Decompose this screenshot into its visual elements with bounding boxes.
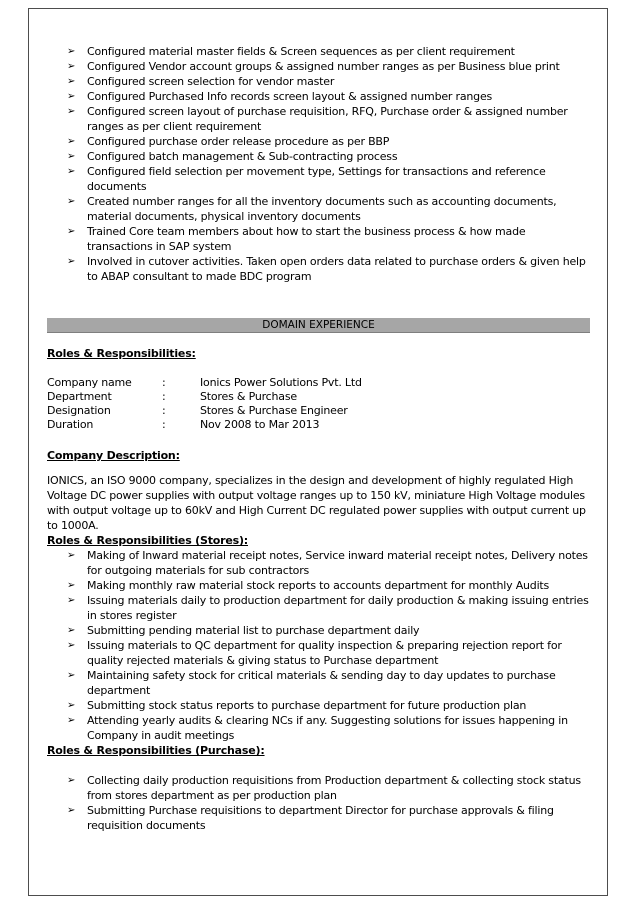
bullet-text: Configured purchase order release procedure as per BBP	[87, 135, 390, 148]
stores-bullet-list	[47, 548, 592, 743]
bullet-text: Configured screen selection for vendor master	[87, 75, 335, 88]
bullet-item	[47, 59, 592, 74]
bullet-text: Configured batch management & Sub-contracting process	[87, 150, 398, 163]
bullet-item	[47, 44, 592, 59]
bullet-arrow-icon: ➢	[67, 91, 76, 102]
bullet-arrow-icon: ➢	[67, 46, 76, 57]
bullet-item	[47, 623, 592, 638]
bullet-text: Configured Vendor account groups & assigned number ranges as per Business blue print	[87, 60, 560, 73]
bullet-text: Issuing materials to QC department for quality inspection & preparing rejection report for quality rejected materials & giving status to Purchase department	[87, 639, 562, 667]
info-separator: :	[162, 418, 166, 431]
info-row-company	[47, 376, 362, 390]
info-value: Nov 2008 to Mar 2013	[200, 418, 320, 431]
bullet-item	[47, 578, 592, 593]
bullet-arrow-icon: ➢	[67, 226, 76, 237]
company-description: IONICS, an ISO 9000 company, specializes in the design and development of highly regulated High Voltage DC power supplies with output voltage ranges up to 150 kV, miniature High Voltage modules with output voltage up to 60kV and High Current DC regulated power supplies with output current up to 1000A.	[47, 474, 586, 532]
top-bullet-list	[47, 44, 592, 284]
bullet-item	[47, 74, 592, 89]
bullet-item	[47, 593, 592, 623]
bullet-arrow-icon: ➢	[67, 106, 76, 117]
bullet-arrow-icon: ➢	[67, 580, 76, 591]
bullet-item	[47, 89, 592, 104]
bullet-text: Created number ranges for all the inventory documents such as accounting documents, material documents, physical inventory documents	[87, 195, 557, 223]
section-header-domain-experience: DOMAIN EXPERIENCE	[47, 318, 590, 333]
bullet-text: Collecting daily production requisitions from Production department & collecting stock status from stores department as per production plan	[87, 774, 581, 802]
bullet-text: Configured screen layout of purchase requisition, RFQ, Purchase order & assigned number ranges as per client requirement	[87, 105, 568, 133]
info-label: Duration	[47, 418, 94, 431]
bullet-item	[47, 773, 592, 803]
bullet-item	[47, 803, 592, 833]
stores-bullet-section	[47, 548, 592, 743]
purchase-bullet-section	[47, 773, 592, 833]
bullet-item	[47, 668, 592, 698]
bullet-arrow-icon: ➢	[67, 640, 76, 651]
info-value: Stores & Purchase Engineer	[200, 404, 348, 417]
bullet-arrow-icon: ➢	[67, 670, 76, 681]
bullet-item	[47, 698, 592, 713]
info-separator: :	[162, 376, 166, 389]
stores-heading: Roles & Responsibilities (Stores):	[47, 534, 248, 547]
bullet-text: Attending yearly audits & clearing NCs if any. Suggesting solutions for issues happening in Company in audit meetings	[87, 714, 568, 742]
bullet-item	[47, 149, 592, 164]
bullet-text: Making of Inward material receipt notes, Service inward material receipt notes, Delivery notes for outgoing materials for sub contractors	[87, 549, 588, 577]
info-table-wrapper	[47, 376, 592, 432]
info-separator: :	[162, 390, 166, 403]
bullet-text: Configured material master fields & Screen sequences as per client requirement	[87, 45, 515, 58]
bullet-arrow-icon: ➢	[67, 625, 76, 636]
info-separator: :	[162, 404, 166, 417]
purchase-heading: Roles & Responsibilities (Purchase):	[47, 744, 265, 757]
info-row-duration	[47, 418, 362, 432]
bullet-text: Maintaining safety stock for critical materials & sending day to day updates to purchase department	[87, 669, 556, 697]
bullet-arrow-icon: ➢	[67, 775, 76, 786]
company-info-table	[47, 376, 362, 432]
bullet-item	[47, 194, 592, 224]
bullet-text: Submitting stock status reports to purchase department for future production plan	[87, 699, 527, 712]
roles-heading: Roles & Responsibilities:	[47, 347, 196, 360]
purchase-bullet-list	[47, 773, 592, 833]
bullet-text: Involved in cutover activities. Taken open orders data related to purchase orders & given help to ABAP consultant to made BDC program	[87, 255, 586, 283]
bullet-arrow-icon: ➢	[67, 76, 76, 87]
bullet-item	[47, 164, 592, 194]
bullet-arrow-icon: ➢	[67, 550, 76, 561]
bullet-item	[47, 224, 592, 254]
bullet-arrow-icon: ➢	[67, 805, 76, 816]
bullet-text: Submitting Purchase requisitions to department Director for purchase approvals & filing requisition documents	[87, 804, 554, 832]
bullet-item	[47, 134, 592, 149]
bullet-text: Making monthly raw material stock reports to accounts department for monthly Audits	[87, 579, 550, 592]
bullet-arrow-icon: ➢	[67, 166, 76, 177]
bullet-text: Issuing materials daily to production department for daily production & making issuing entries in stores register	[87, 594, 589, 622]
bullet-text: Trained Core team members about how to start the business process & how made transactions in SAP system	[87, 225, 526, 253]
bullet-arrow-icon: ➢	[67, 196, 76, 207]
info-label: Department	[47, 390, 112, 403]
bullet-item	[47, 254, 592, 284]
info-value: Stores & Purchase	[200, 390, 297, 403]
info-label: Company name	[47, 376, 132, 389]
bullet-arrow-icon: ➢	[67, 700, 76, 711]
bullet-text: Configured Purchased Info records screen layout & assigned number ranges	[87, 90, 493, 103]
info-row-designation	[47, 404, 362, 418]
bullet-item	[47, 104, 592, 134]
bullet-arrow-icon: ➢	[67, 256, 76, 267]
bullet-arrow-icon: ➢	[67, 715, 76, 726]
bullet-arrow-icon: ➢	[67, 151, 76, 162]
bullet-arrow-icon: ➢	[67, 595, 76, 606]
bullet-arrow-icon: ➢	[67, 61, 76, 72]
info-row-department	[47, 390, 362, 404]
bullet-text: Configured field selection per movement type, Settings for transactions and reference documents	[87, 165, 546, 193]
bullet-arrow-icon: ➢	[67, 136, 76, 147]
info-label: Designation	[47, 404, 111, 417]
company-description-heading: Company Description:	[47, 449, 180, 462]
bullet-item	[47, 713, 592, 743]
bullet-item	[47, 548, 592, 578]
top-bullet-section	[47, 44, 592, 284]
info-value: Ionics Power Solutions Pvt. Ltd	[200, 376, 362, 389]
bullet-text: Submitting pending material list to purchase department daily	[87, 624, 420, 637]
bullet-item	[47, 638, 592, 668]
